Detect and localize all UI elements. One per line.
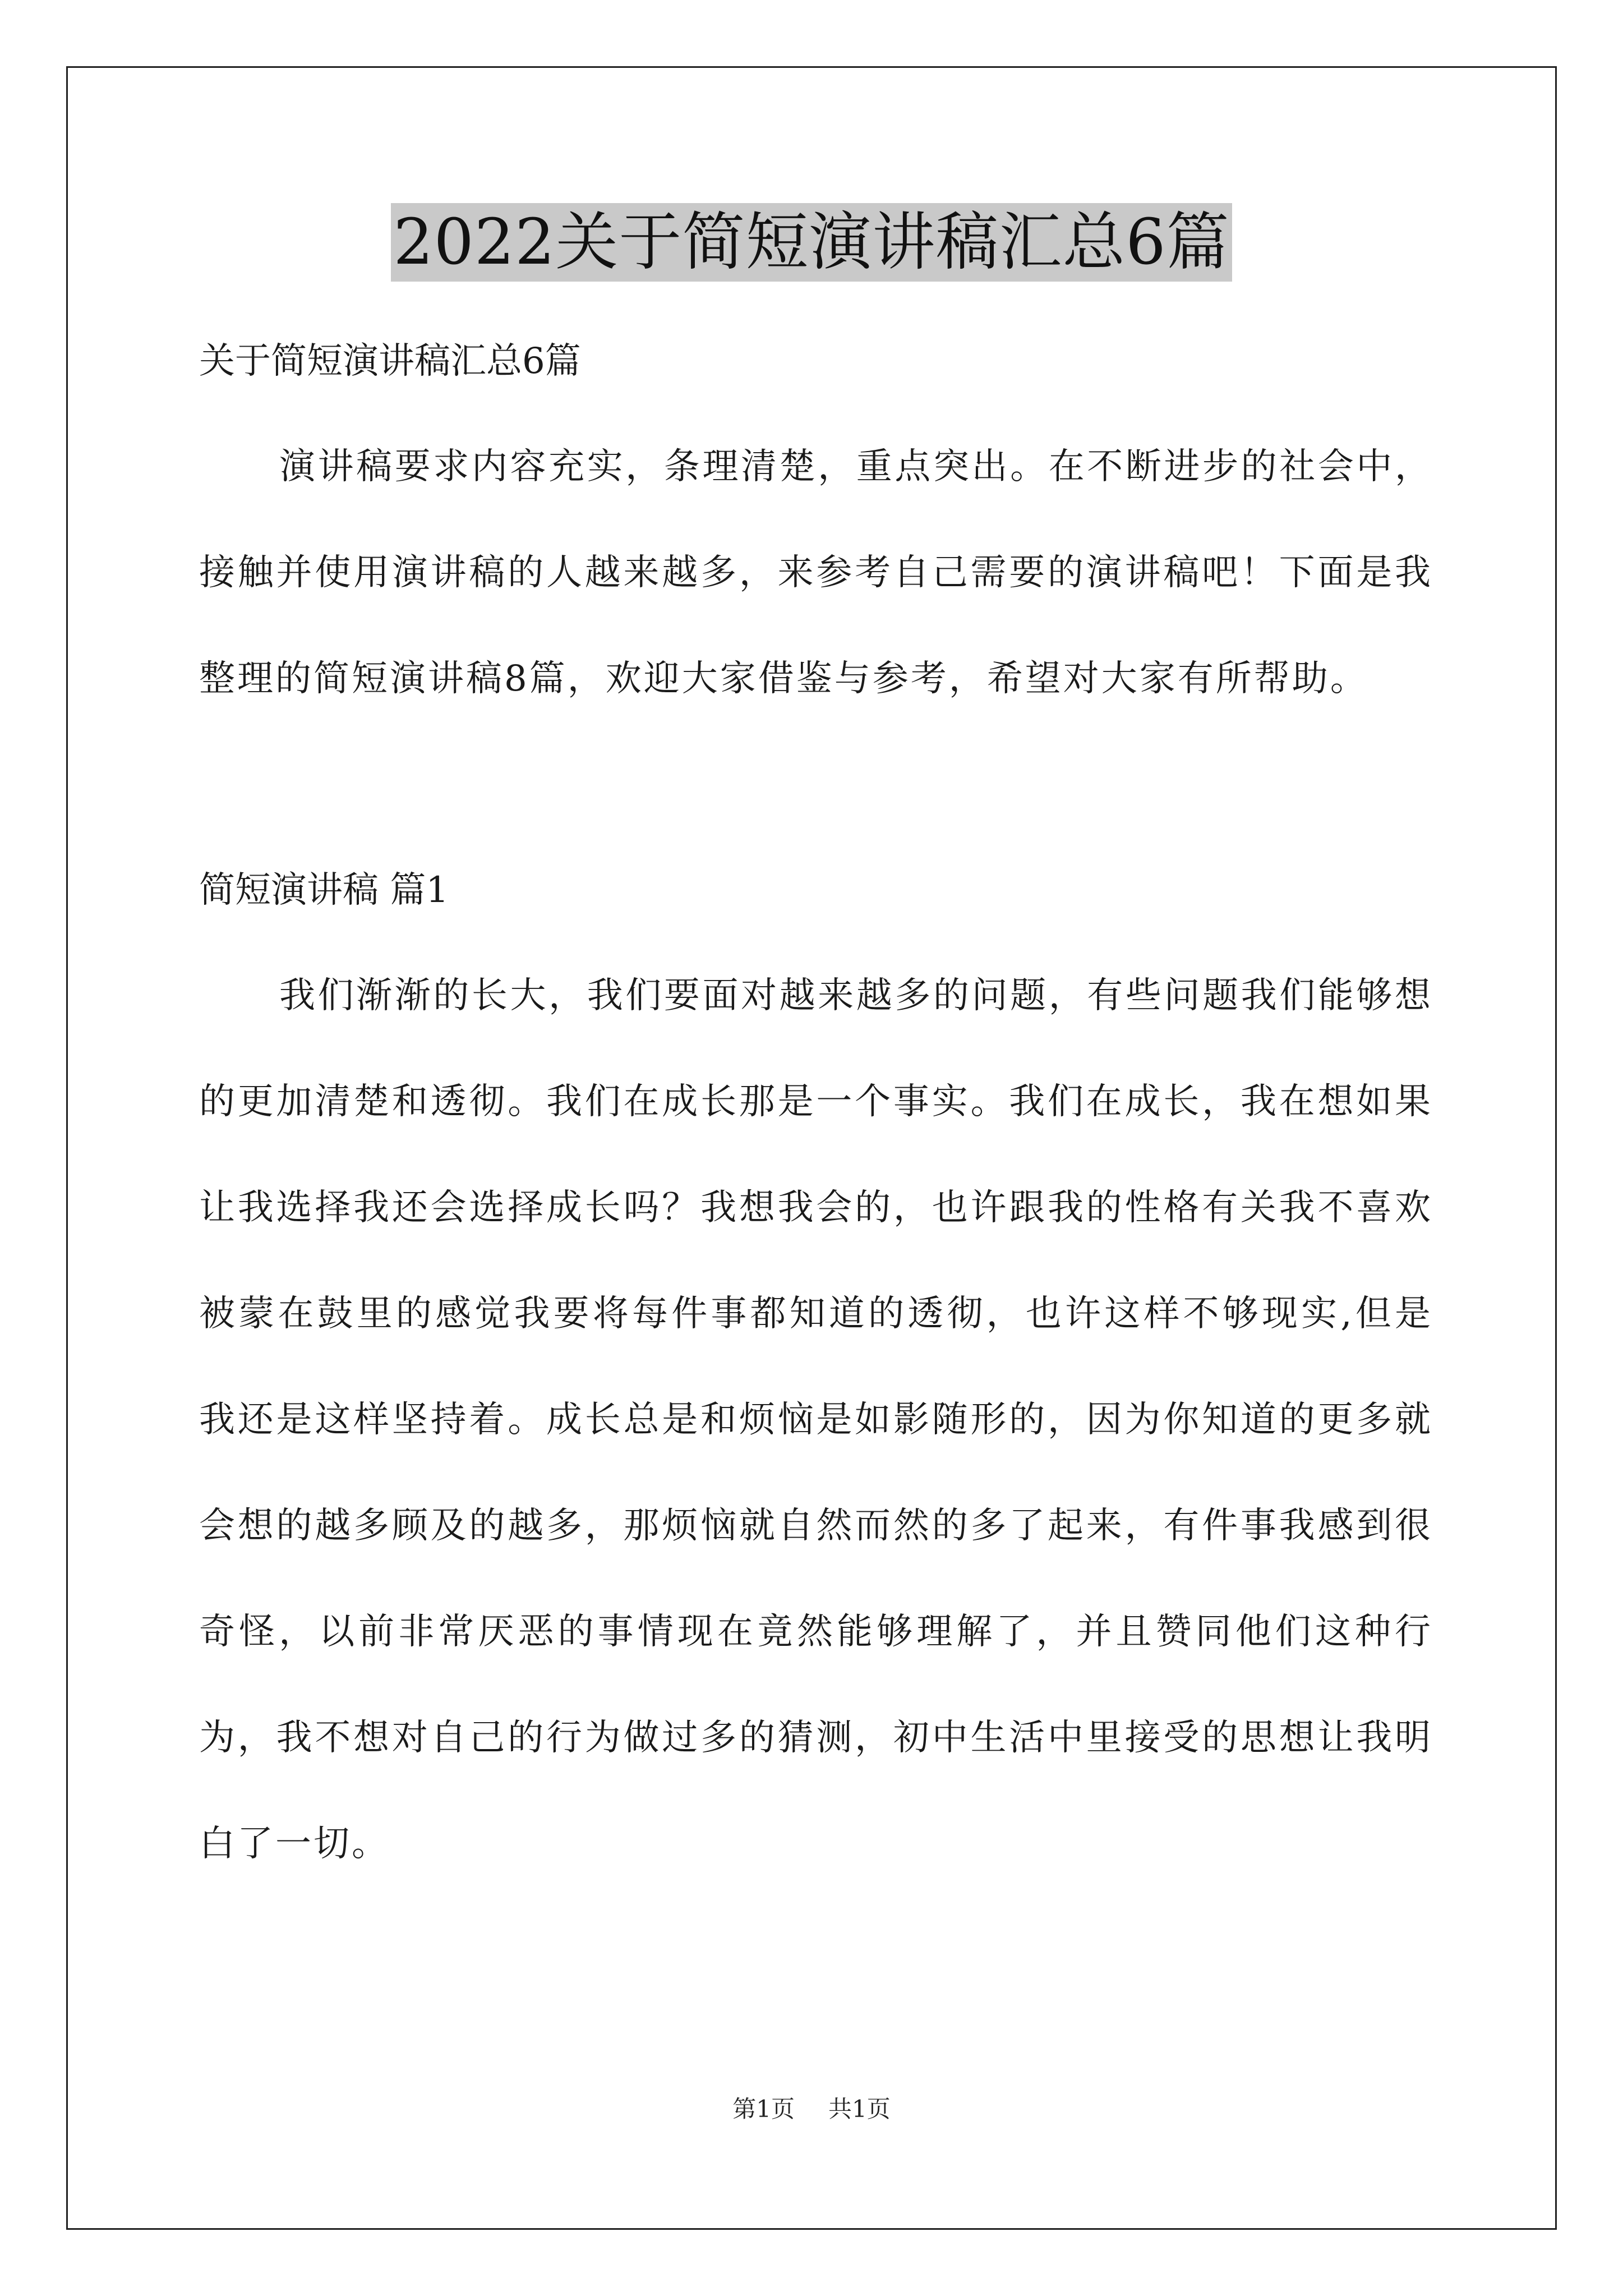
document-body xyxy=(199,309,1433,1897)
document-subtitle: 关于简短演讲稿汇总6篇 xyxy=(199,341,581,382)
page-number: 第1页 xyxy=(732,2095,795,2123)
document-title: 2022关于简短演讲稿汇总6篇 xyxy=(391,203,1232,282)
page-total: 共1页 xyxy=(828,2095,891,2123)
section-paragraph: 我们渐渐的长大，我们要面对越来越多的问题，有些问题我们能够想的更加清楚和透彻。我们在成长那是一个事实。我们在成长，我在想如果让我选择我还会选择成长吗？我想我会的，也许跟我的性格有关我不喜欢被蒙在鼓里的感觉我要将每件事都知道的透彻，也许这样不够现实,但是我还是这样坚持着。成长总是和烦恼是如影随形的，因为你知道的更多就会想的越多顾及的越多，那烦恼就自然而然的多了起来，有件事我感到很奇怪，以前非常厌恶的事情现在竟然能够理解了，并且赞同他们这种行为，我不想对自己的行为做过多的猜测，初中生活中里接受的思想让我明白了一切。 xyxy=(199,975,1433,1865)
title-container xyxy=(0,203,1623,282)
intro-paragraph: 演讲稿要求内容充实，条理清楚，重点突出。在不断进步的社会中，接触并使用演讲稿的人越来越多，来参考自己需要的演讲稿吧！下面是我整理的简短演讲稿8篇，欢迎大家借鉴与参考，希望对大家有所帮助。 xyxy=(199,446,1433,700)
page-footer xyxy=(0,2092,1623,2126)
section-heading: 简短演讲稿 篇1 xyxy=(199,869,449,911)
section-gap xyxy=(199,732,1433,838)
